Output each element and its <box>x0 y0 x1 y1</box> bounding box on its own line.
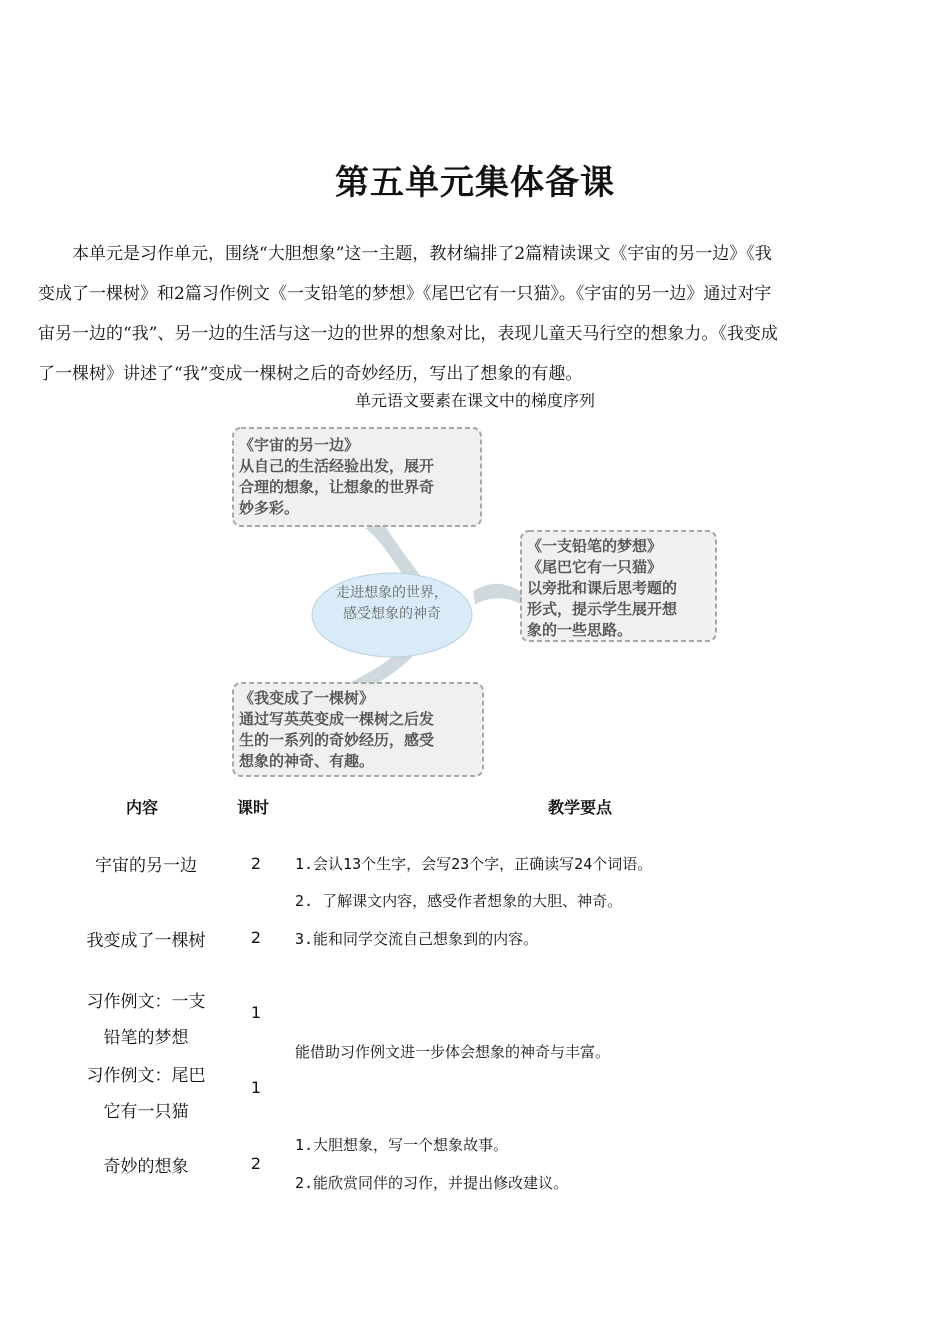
branch-right <box>473 584 523 605</box>
node-2-line: 象的一些思路。 <box>527 621 633 639</box>
row-content-4-line: 习作例文：尾巴 <box>86 1066 206 1086</box>
node-3-line: 想象的神奇、有趣。 <box>239 752 375 770</box>
row-hours-4: 1 <box>250 1078 262 1097</box>
row-hours-5: 2 <box>250 1154 262 1173</box>
point-item: 能借助习作例文进一步体会想象的神奇与丰富。 <box>295 1043 611 1061</box>
mind-map <box>225 423 725 783</box>
node-1-text <box>239 435 479 519</box>
center-line: 走进想象的世界， <box>336 585 448 601</box>
node-3-text <box>239 688 483 772</box>
row-content-2: 我变成了一棵树 <box>86 931 206 951</box>
header-hours: 课时 <box>237 798 270 817</box>
intro-line: 本单元是习作单元，围绕“大胆想象”这一主题，教材编排了2篇精读课文《宇宙的另一边》《我 <box>72 244 772 264</box>
row-content-4 <box>66 1058 226 1130</box>
intro-line: 变成了一棵树》和2篇习作例文《一支铅笔的梦想》《尾巴它有一只猫》。《宇宙的另一边》通过对宇 <box>38 284 772 304</box>
row-hours-3: 1 <box>250 1003 262 1022</box>
center-line: 感受想象的神奇 <box>343 606 441 622</box>
node-1-title: 《宇宙的另一边》 <box>239 436 360 454</box>
row-content-1: 宇宙的另一边 <box>95 856 197 876</box>
node-1-line: 从自己的生活经验出发，展开 <box>239 457 435 475</box>
header-points: 教学要点 <box>548 798 613 817</box>
node-3-line: 生的一系列的奇妙经历，感受 <box>239 731 435 749</box>
row-hours-2: 2 <box>250 928 262 947</box>
node-1-line: 妙多彩。 <box>239 499 300 517</box>
row-content-3 <box>66 984 226 1056</box>
node-3-line: 通过写英英变成一棵树之后发 <box>239 710 435 728</box>
node-3-title: 《我变成了一棵树》 <box>239 689 375 707</box>
intro-paragraph <box>38 234 914 394</box>
node-2-title: 《一支铅笔的梦想》 <box>527 537 663 555</box>
node-2-line: 形式，提示学生展开想 <box>527 600 678 618</box>
node-2-title: 《尾巴它有一只猫》 <box>527 558 663 576</box>
node-2-text <box>527 536 715 641</box>
point-item: 2. 了解课文内容，感受作者想象的大胆、神奇。 <box>295 892 623 910</box>
row-content-3-line: 习作例文：一支 <box>86 992 206 1012</box>
center-text <box>317 583 467 625</box>
row-content-4-line: 它有一只猫 <box>103 1102 189 1122</box>
intro-line: 宙另一边的“我”、另一边的生活与这一边的世界的想象对比，表现儿童天马行空的想象力。《我变成 <box>38 324 778 344</box>
mindmap-caption: 单元语文要素在课文中的梯度序列 <box>354 391 595 410</box>
page-title: 第五单元集体备课 <box>335 163 615 203</box>
point-item: 3.能和同学交流自己想象到的内容。 <box>295 930 539 948</box>
row-content-3-line: 铅笔的梦想 <box>103 1028 189 1048</box>
node-2-line: 以旁批和课后思考题的 <box>527 579 678 597</box>
header-content: 内容 <box>126 798 159 817</box>
node-1-line: 合理的想象，让想象的世界奇 <box>239 478 435 496</box>
point-item: 2.能欣赏同伴的习作，并提出修改建议。 <box>295 1174 569 1192</box>
row-content-5: 奇妙的想象 <box>103 1157 189 1177</box>
intro-line: 了一棵树》讲述了“我”变成一棵树之后的奇妙经历，写出了想象的有趣。 <box>38 364 583 384</box>
point-item: 1.会认13个生字，会写23个字，正确读写24个词语。 <box>295 855 653 873</box>
row-hours-1: 2 <box>250 854 262 873</box>
point-item: 1.大胆想象，写一个想象故事。 <box>295 1136 509 1154</box>
